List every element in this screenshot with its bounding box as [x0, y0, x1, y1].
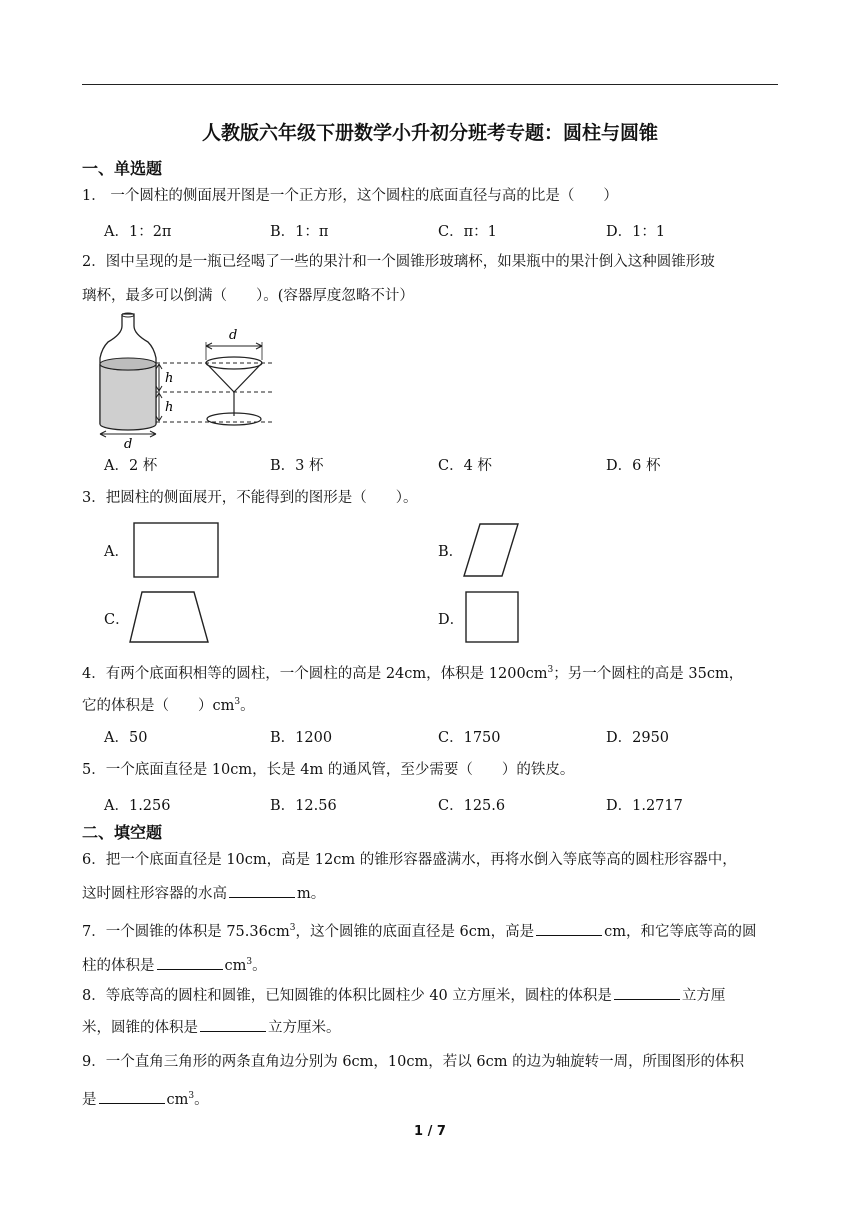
answer-blank[interactable]	[157, 955, 223, 970]
question-8-line-2: 米，圆锥的体积是 立方厘米。	[82, 1012, 782, 1044]
option-d: D．1.2717	[606, 798, 683, 814]
question-3: 3．把圆柱的侧面展开，不能得到的图形是（ ）。	[82, 490, 418, 506]
bottle-diameter-label: d	[124, 437, 133, 450]
question-4-line-2: 它的体积是（ ）$cm^3$。	[82, 697, 255, 714]
question-7-line-2: 柱的体积是 $cm^3$。	[82, 946, 782, 982]
question-2-line-1: 2．图中呈现的是一瓶已经喝了一些的果汁和一个圆锥形玻璃杯，如果瓶中的果汁倒入这种圆锥形玻	[82, 254, 715, 270]
answer-blank[interactable]	[229, 883, 295, 898]
question-1: 1． 一个圆柱的侧面展开图是一个正方形，这个圆柱的底面直径与高的比是（ ）	[82, 188, 618, 204]
option-d: D．6 杯	[606, 458, 661, 474]
answer-blank[interactable]	[200, 1017, 266, 1032]
option-c: C．π：1	[438, 224, 497, 240]
section-heading-single-choice: 一、单选题	[82, 159, 163, 178]
option-c: C．125.6	[438, 798, 506, 814]
question-9-line-1: 9．一个直角三角形的两条直角边分别为 6cm，10cm，若以 6cm 的边为轴旋转一周，所围图形的体积	[82, 1054, 745, 1070]
rectangle-shape	[132, 521, 220, 579]
answer-blank[interactable]	[99, 1089, 165, 1104]
question-7-line-1: 7．一个圆锥的体积是 $75.36cm^3$，这个圆锥的底面直径是 6cm，高是 cm，和它等底等高的圆	[82, 912, 782, 948]
question-8-line-1: 8．等底等高的圆柱和圆锥，已知圆锥的体积比圆柱少 40 立方厘米，圆柱的体积是 立方厘	[82, 980, 782, 1012]
question-2-line-2: 璃杯，最多可以倒满（ ）。(容器厚度忽略不计）	[82, 288, 414, 304]
option-d: D．	[438, 612, 465, 628]
option-a: A．2 杯	[104, 458, 158, 474]
option-d: D．2950	[606, 730, 670, 746]
question-6-line-2: 这时圆柱形容器的水高 m。	[82, 878, 782, 910]
option-b: B．12.56	[270, 798, 337, 814]
option-c: C．1750	[438, 730, 501, 746]
cup-diameter-label: d	[229, 328, 238, 343]
option-b: B．	[438, 544, 464, 560]
option-a: A．1.256	[104, 798, 171, 814]
option-b: B．1200	[270, 730, 333, 746]
bottle-and-cone-cup-figure	[94, 312, 284, 450]
option-d: D．1：1	[606, 224, 666, 240]
question-9-line-2: 是 $cm^3$。	[82, 1080, 782, 1116]
option-b: B．1：π	[270, 224, 329, 240]
option-a: A．1：2π	[104, 224, 172, 240]
answer-blank[interactable]	[614, 985, 680, 1000]
parallelogram-shape	[462, 522, 520, 578]
answer-blank[interactable]	[536, 921, 602, 936]
question-4-line-1: 4．有两个底面积相等的圆柱，一个圆柱的高是 24cm，体积是 $1200cm^3$；另一个圆柱的高是 35cm，	[82, 665, 744, 682]
option-c: C．4 杯	[438, 458, 492, 474]
option-b: B．3 杯	[270, 458, 324, 474]
trapezoid-shape	[128, 590, 210, 644]
option-a: A．50	[104, 730, 148, 746]
section-heading-fill-blank: 二、填空题	[82, 823, 163, 842]
header-rule	[82, 84, 778, 85]
page-number: 1 / 7	[414, 1124, 446, 1139]
question-6-line-1: 6．把一个底面直径是 10cm，高是 12cm 的锥形容器盛满水，再将水倒入等底等高的圆柱形容器中，	[82, 852, 737, 868]
option-a: A．	[104, 544, 129, 560]
document-title: 人教版六年级下册数学小升初分班考专题：圆柱与圆锥	[201, 122, 658, 144]
square-shape	[464, 590, 520, 644]
option-c: C．	[104, 612, 130, 628]
upper-height-label: h	[165, 371, 174, 386]
question-5: 5．一个底面直径是 10cm，长是 4m 的通风管，至少需要（ ）的铁皮。	[82, 762, 575, 778]
lower-height-label: h	[165, 400, 174, 415]
